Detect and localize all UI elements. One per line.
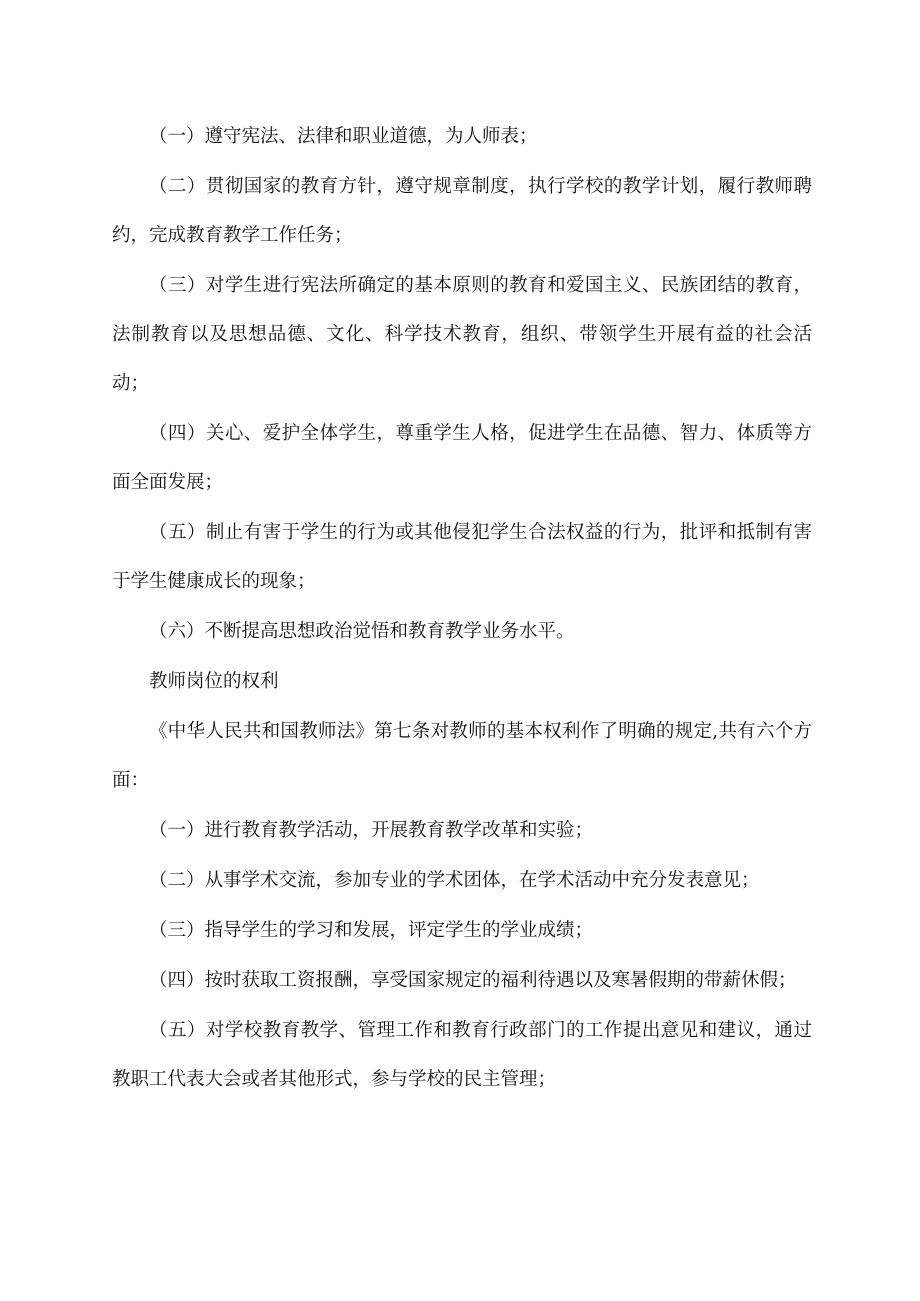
duty-item-1: （一）遵守宪法、法律和职业道德，为人师表；: [149, 126, 538, 147]
right-item-1: （一）进行教育教学活动，开展教育教学改革和实验；: [149, 820, 594, 841]
duty-item-2: （二）贯彻国家的教育方针，遵守规章制度，执行学校的教学计划，履行教师聘约，完成教育教学工作任务；: [112, 176, 812, 246]
duty-item-3: （三）对学生进行宪法所确定的基本原则的教育和爱国主义、民族团结的教育，法制教育以及思想品德、文化、科学技术教育，组织、带领学生开展有益的社会活动；: [112, 275, 812, 394]
right-item-2: （二）从事学术交流，参加专业的学术团体，在学术活动中充分发表意见；: [149, 870, 760, 891]
rights-intro: 《中华人民共和国教师法》第七条对教师的基本权利作了明确的规定,共有六个方面：: [112, 721, 812, 791]
section-heading-rights: 教师岗位的权利: [149, 671, 279, 692]
duty-item-5: （五）制止有害于学生的行为或其他侵犯学生合法权益的行为，批评和抵制有害于学生健康成长的现象；: [112, 522, 812, 592]
right-item-4: （四）按时获取工资报酬，享受国家规定的福利待遇以及寒暑假期的带薪休假；: [149, 970, 797, 991]
right-item-5: （五）对学校教育教学、管理工作和教育行政部门的工作提出意见和建议，通过教职工代表大会或者其他形式，参与学校的民主管理；: [112, 1020, 812, 1090]
document-body: [112, 112, 812, 1105]
duty-item-4: （四）关心、爱护全体学生，尊重学生人格，促进学生在品德、智力、体质等方面全面发展；: [112, 423, 812, 493]
duty-item-6: （六）不断提高思想政治觉悟和教育教学业务水平。: [149, 621, 575, 642]
right-item-3: （三）指导学生的学习和发展，评定学生的学业成绩；: [149, 920, 594, 941]
